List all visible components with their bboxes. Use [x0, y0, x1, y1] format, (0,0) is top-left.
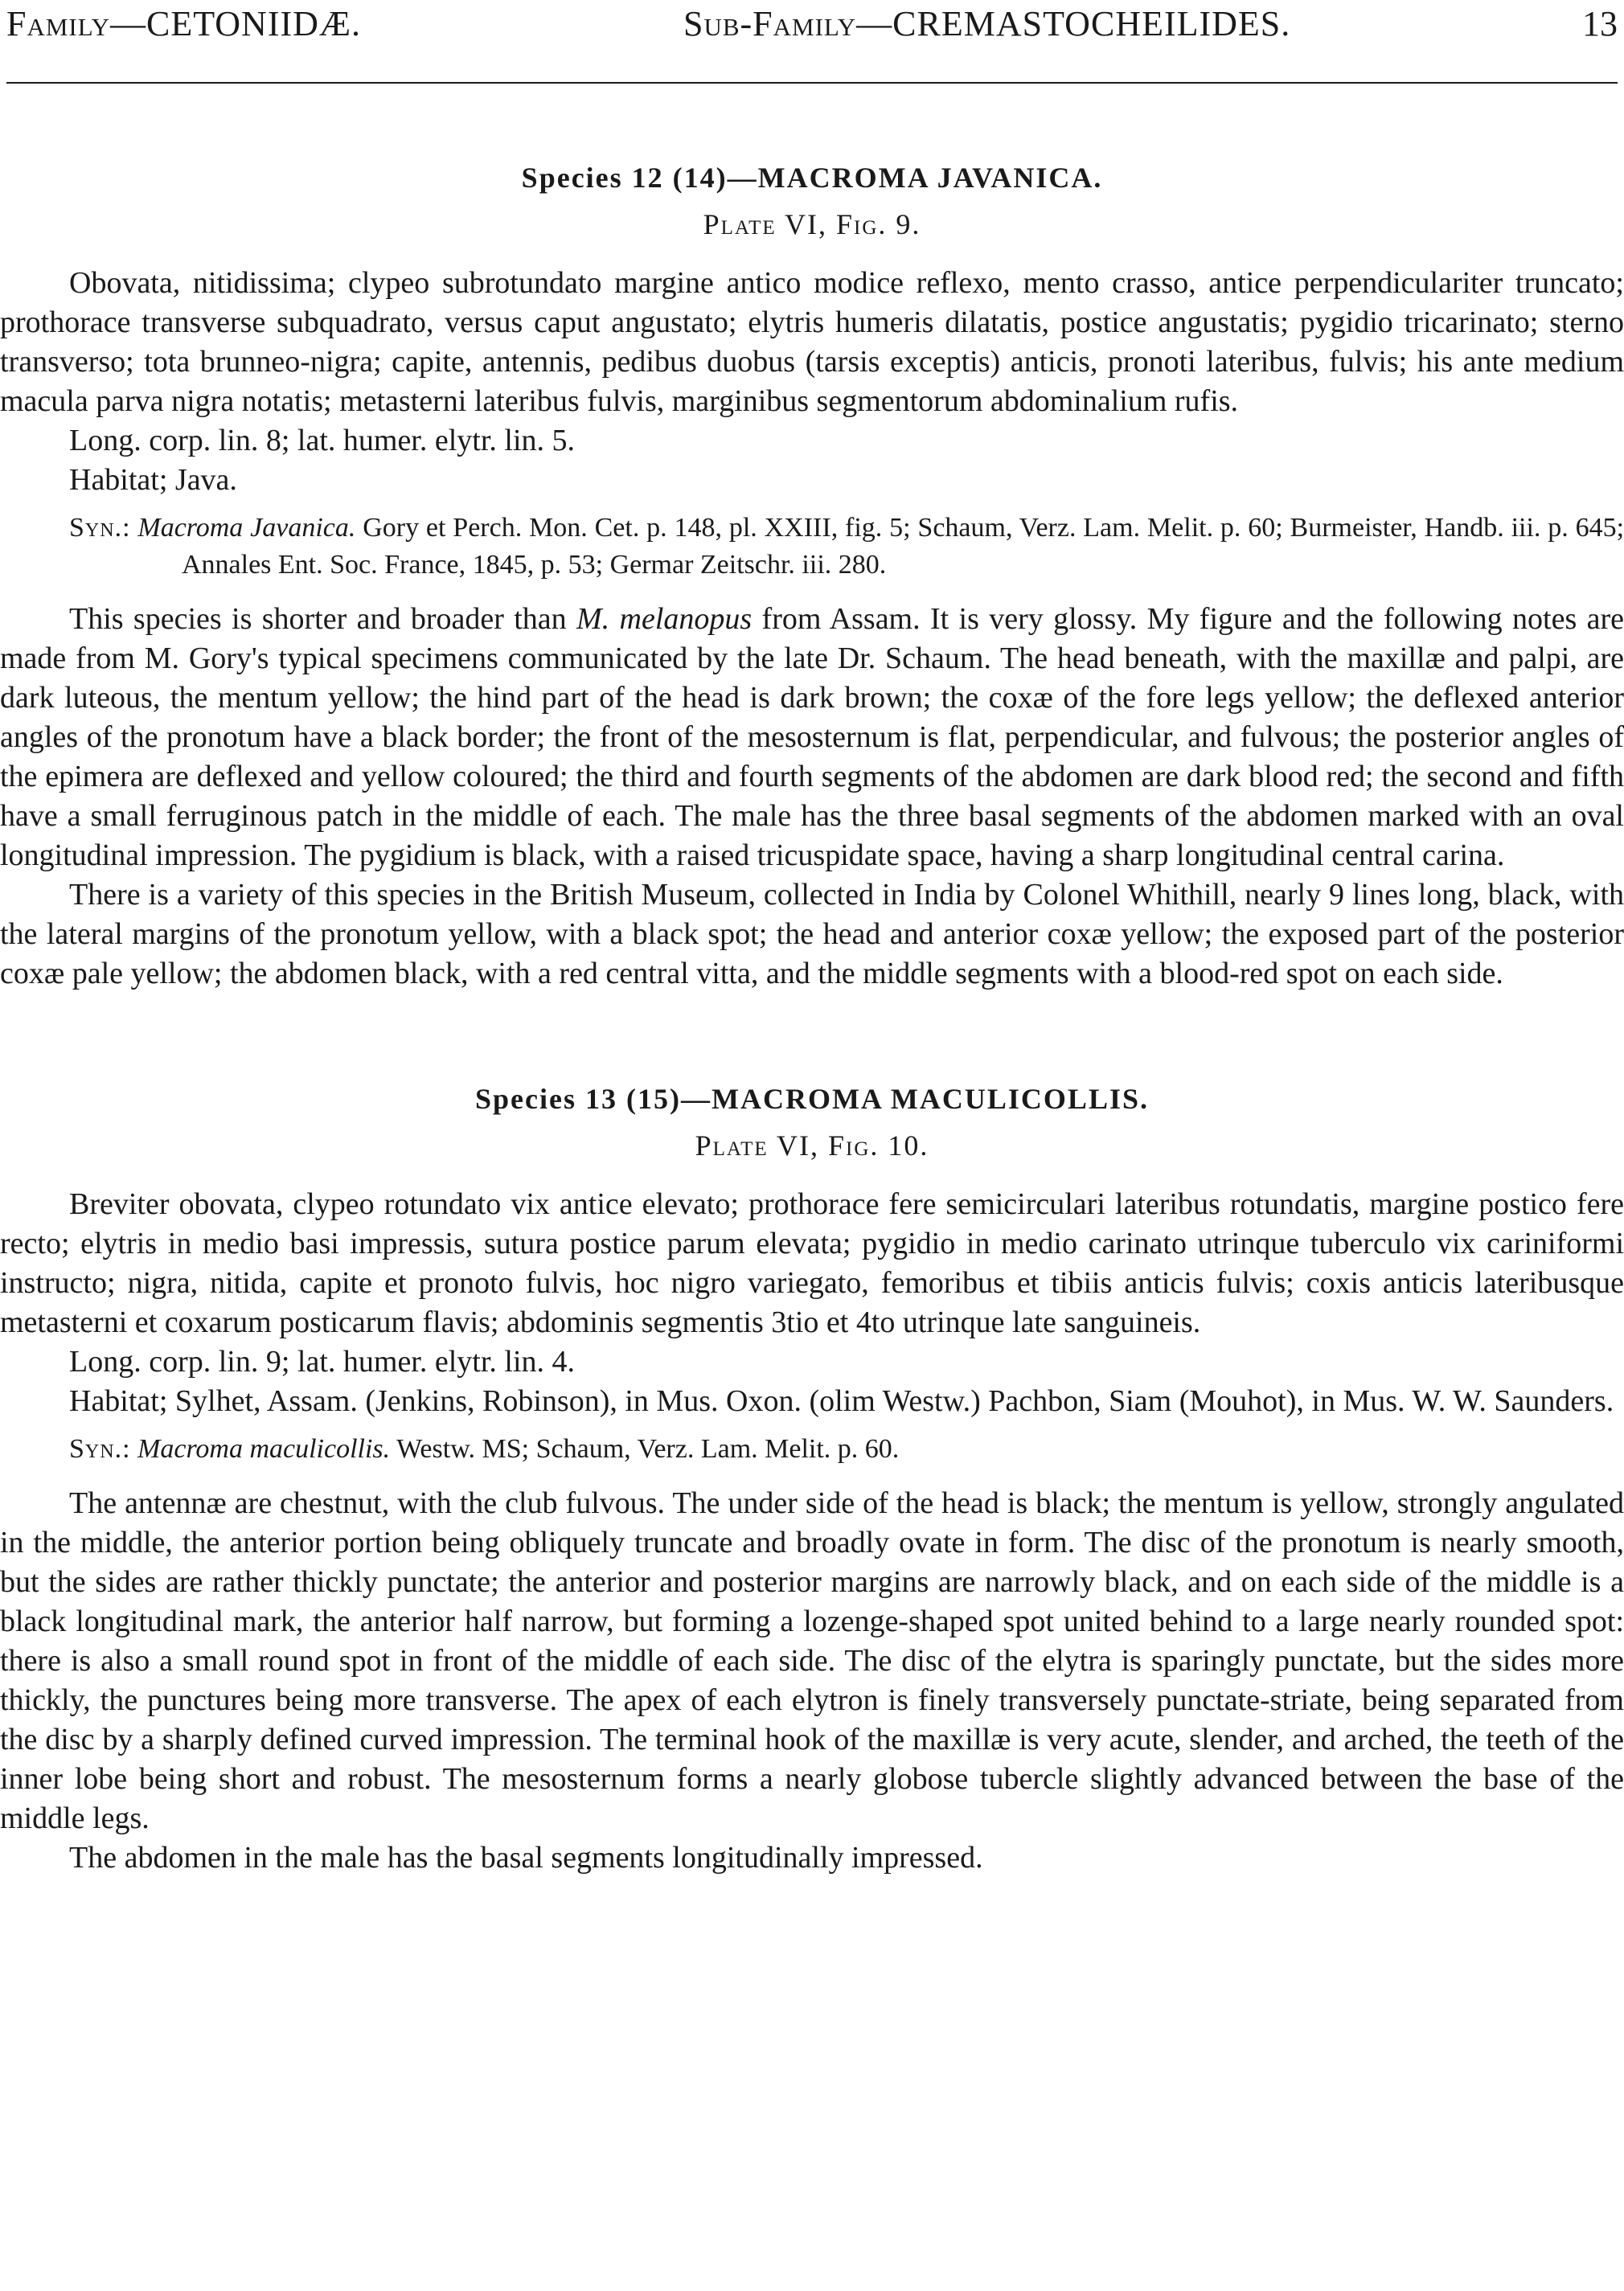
notes-paragraph: [0, 600, 1624, 875]
species-section-13: [0, 1082, 1624, 1878]
variety-paragraph: There is a variety of this species in the British Museum, collected in India by Colonel Whithill, nearly 9 lines long, black, with the lateral margins of the pronotum yellow, with a black spot; the head and anterior coxæ yellow; the exposed part of the posterior coxæ pale yellow; the abdomen black, with a red central vitta, and the middle segments with a blood-red spot on each side.: [0, 878, 1624, 990]
measurements: Long. corp. lin. 9; lat. humer. elytr. lin. 4.: [69, 1345, 576, 1379]
latin-description: Breviter obovata, clypeo rotundato vix antice elevato; prothorace fere semicirculari lateribus rotundatis, margine postico fere recto; elytris in medio basi impressis, sutura postice parum elevata; pygidio in medio carinato utrinque tuberculo vix cariniformi instructo; nigra, nitida, capite et pronoto fulvis, hoc nigro variegato, femoribus et tibiis anticis fulvis; coxis anticis lateribusque metasterni et coxarum posticarum flavis; abdominis segmentis 3tio et 4to utrinque late sanguineis.: [0, 1187, 1624, 1339]
species-heading: Species 12 (14)—MACROMA JAVANICA.: [521, 162, 1103, 194]
running-head: [0, 0, 1624, 88]
latin-description: Obovata, nitidissima; clypeo subrotundato margine antico modice reflexo, mento crasso, antice perpendiculariter truncato; prothorace transverse subquadrato, versus caput angustato; elytris humeris dilatatis, postice angustatis; pygidio tricarinato; sterno transverso; tota brunneo-nigra; capite, antennis, pedibus duobus (tarsis exceptis) anticis, pronoti lateribus, fulvis; his ante medium macula parva nigra notatis; metasterni lateribus fulvis, marginibus segmentorum abdominalium rufis.: [0, 266, 1624, 418]
synonymy-references: Westw. MS; Schaum, Verz. Lam. Melit. p. 60.: [396, 1434, 900, 1464]
section-gap: [0, 994, 1624, 1082]
plate-reference: Plate VI, Fig. 10.: [695, 1129, 929, 1162]
habitat: Habitat; Sylhet, Assam. (Jenkins, Robinson), in Mus. Oxon. (olim Westw.) Pachbon, Siam (Mouhot), in Mus. W. W. Saunders.: [69, 1384, 1614, 1418]
synonymy: [0, 1431, 1624, 1468]
abdomen-paragraph: The abdomen in the male has the basal segments longitudinally impressed.: [69, 1841, 983, 1875]
notes-species-name: M. melanopus: [576, 602, 753, 636]
plate-reference: Plate VI, Fig. 9.: [703, 208, 921, 240]
species-heading: Species 13 (15)—MACROMA MACULICOLLIS.: [475, 1083, 1149, 1115]
notes-paragraph: The antennæ are chestnut, with the club fulvous. The under side of the head is black; the mentum is yellow, strongly angulated in the middle, the anterior portion being obliquely truncate and broadly ovate in form. The disc of the pronotum is nearly smooth, but the sides are rather thickly punctate; the anterior and posterior margins are narrowly black, and on each side of the middle is a black longitudinal mark, the anterior half narrow, but forming a lozenge-shaped spot united behind to a large nearly rounded spot: there is also a small round spot in front of the middle of each side. The disc of the elytra is sparingly punctate, but the sides more thickly, the punctures being more transverse. The apex of each elytron is finely transversely punctate-striate, being separated from the disc by a sharply defined curved impression. The terminal hook of the maxillæ is very acute, slender, and arched, the teeth of the inner lobe being short and robust. The mesosternum forms a nearly globose tubercle slightly advanced between the base of the middle legs.: [0, 1486, 1624, 1835]
synonymy-name: Macroma Javanica.: [137, 513, 356, 543]
header-rule: [6, 82, 1618, 84]
page-content: [0, 161, 1624, 1878]
measurements: Long. corp. lin. 8; lat. humer. elytr. lin. 5.: [69, 424, 576, 457]
habitat: Habitat; Java.: [69, 463, 237, 497]
synonymy: [0, 510, 1624, 584]
synonymy-references: Gory et Perch. Mon. Cet. p. 148, pl. XXIII, fig. 5; Schaum, Verz. Lam. Melit. p. 60; Burmeister, Handb. iii. p. 645; Annales Ent. Soc. France, 1845, p. 53; Germar Zeitschr. iii. 280.: [182, 513, 1624, 580]
synonymy-label: Syn.:: [69, 513, 131, 543]
species-section-12: [0, 161, 1624, 994]
running-head-subfamily: Sub-Family—CREMASTOCHEILIDES.: [683, 4, 1291, 43]
notes-text-end: from Assam. It is very glossy. My figure and the following notes are made from M. Gory's typical specimens communicated by the late Dr. Schaum. The head beneath, with the maxillæ and palpi, are dark luteous, the mentum yellow; the hind part of the head is dark brown; the coxæ of the fore legs yellow; the deflexed anterior angles of the pronotum have a black border; the front of the mesosternum is flat, perpendicular, and fulvous; the posterior angles of the epimera are deflexed and yellow coloured; the third and fourth segments of the abdomen are dark blood red; the second and fifth have a small ferruginous patch in the middle of each. The male has the three basal segments of the abdomen marked with an oval longitudinal impression. The pygidium is black, with a raised tricuspidate space, having a sharp longitudinal central carina.: [0, 602, 1624, 872]
synonymy-label: Syn.:: [69, 1434, 131, 1464]
synonymy-name: Macroma maculicollis.: [137, 1434, 391, 1464]
running-head-family: Family—CETONIIDÆ.: [6, 4, 362, 43]
page-number: 13: [1582, 4, 1618, 43]
notes-text-start: This species is shorter and broader than: [69, 602, 577, 636]
